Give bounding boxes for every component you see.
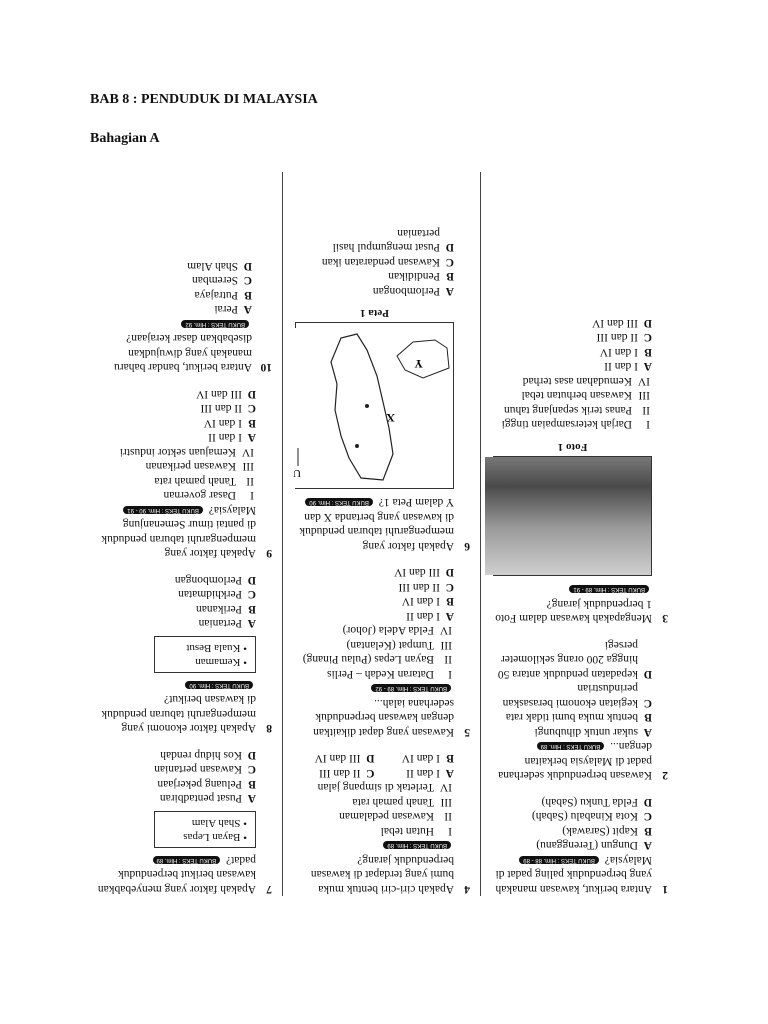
question-number: 2 bbox=[662, 769, 668, 782]
question-1 bbox=[493, 795, 668, 897]
option-b[interactable]: B I dan IV bbox=[401, 752, 454, 765]
option-d[interactable]: D III dan IV bbox=[394, 566, 454, 579]
section-title: Bahagian A bbox=[90, 131, 160, 146]
question-text: Apakah faktor yang mempengaruhi taburan penduduk di kawasan yang bertanda X dan Y dalam Peta 1? bbox=[299, 496, 454, 552]
option-b[interactable]: B Kapit (Sarawak) bbox=[562, 825, 652, 837]
question-number: 6 bbox=[464, 540, 470, 552]
option-d[interactable]: D Shah Alam bbox=[187, 260, 252, 272]
question-9 bbox=[94, 387, 272, 561]
question-text: Antara berikut, bandar baharu manakah yang diwujudkan disebabkan dasar kerajaan? bbox=[114, 332, 252, 374]
question-number: 3 bbox=[662, 612, 668, 625]
option-c[interactable]: C Kota Kinabalu (Sabah) bbox=[531, 810, 652, 823]
statement: II Bayan Lepas (Pulau Pinang) bbox=[302, 653, 452, 666]
column-2 bbox=[295, 172, 470, 896]
options-grid bbox=[295, 751, 454, 780]
statement: I Darjah ketersampaian tinggi bbox=[501, 418, 650, 431]
question-2 bbox=[493, 638, 668, 783]
north-arrow-label: U bbox=[293, 467, 301, 479]
question-3 bbox=[493, 316, 668, 626]
textbook-tag: BUKU TEKS : Hlm. 92 bbox=[181, 320, 249, 328]
option-b[interactable]: B I dan IV bbox=[599, 346, 652, 358]
statement: III Tanah pamah rata bbox=[352, 796, 452, 808]
question-number: 5 bbox=[464, 726, 470, 738]
option-c[interactable]: C II dan III bbox=[398, 581, 454, 593]
question-text: Apakah ciri-ciri bentuk muka bumi yang terdapat di kawasan berpenduduk jarang? bbox=[310, 854, 454, 895]
option-a[interactable]: A I dan II bbox=[208, 431, 256, 444]
location-box bbox=[154, 637, 256, 674]
figure-caption: Peta 1 bbox=[360, 307, 390, 320]
option-a[interactable]: A Perai bbox=[214, 303, 252, 316]
option-b[interactable]: B Pendidikan bbox=[388, 270, 454, 283]
option-b[interactable]: B I dan IV bbox=[203, 417, 256, 429]
question-6 bbox=[295, 226, 470, 554]
option-c[interactable]: C Kawasan pendaratan ikan bbox=[321, 256, 454, 268]
question-10 bbox=[94, 259, 272, 375]
option-d[interactable]: D III dan IV bbox=[196, 388, 256, 400]
option-c[interactable]: C Kawasan pertanian bbox=[154, 763, 256, 776]
option-c[interactable]: C Perkhidmatan bbox=[178, 588, 256, 601]
option-d[interactable]: D Pusat mengumpul hasil pertanian bbox=[332, 227, 454, 254]
photo-figure bbox=[493, 456, 652, 576]
option-b[interactable]: B Putrajaya bbox=[194, 289, 252, 301]
location-box bbox=[154, 812, 256, 849]
rotated-question-page bbox=[92, 172, 668, 896]
question-text: Mengapakah kawasan dalam Foto 1 berpenduduk jarang? bbox=[495, 598, 652, 625]
box-item: • Kuala Besut bbox=[163, 641, 247, 656]
textbook-tag: BUKU TEKS : Hlm. 88 - 89 bbox=[519, 856, 599, 864]
option-c[interactable]: C II dan III bbox=[318, 767, 375, 779]
option-a[interactable]: A Perlombongan bbox=[372, 285, 454, 297]
figure-caption: Foto 1 bbox=[557, 441, 588, 453]
box-item: • Kemaman bbox=[163, 655, 247, 670]
option-a[interactable]: A I dan II bbox=[406, 767, 454, 779]
option-c[interactable]: C II dan III bbox=[596, 331, 652, 344]
question-text: Apakah faktor yang menyebabkan kawasan berikut berpenduduk padat? bbox=[97, 854, 256, 895]
column-3 bbox=[94, 172, 272, 896]
statement: II Panas terik sepanjang tahun bbox=[503, 404, 650, 416]
question-number: 1 bbox=[662, 883, 668, 895]
statement: III Kawasan berhutan tebal bbox=[521, 389, 650, 402]
option-b[interactable]: B I dan IV bbox=[401, 595, 454, 608]
textbook-tag: BUKU TEKS : Hlm. 89 - 92 bbox=[371, 684, 451, 692]
question-text: Kawasan yang dapat dikaitkan dengan kawasan berpenduduk sederhana ialah... bbox=[313, 697, 454, 738]
box-item: • Bayan Lepas bbox=[163, 830, 247, 845]
map-figure bbox=[295, 323, 454, 490]
statement: IV Kemudahan asas terhad bbox=[522, 375, 650, 387]
statement: III Tumpat (Kelantan) bbox=[346, 639, 452, 651]
question-number: 4 bbox=[464, 883, 470, 895]
option-d[interactable]: D Perlombongan bbox=[174, 574, 256, 586]
statement: I Dasar governan bbox=[163, 489, 254, 502]
forest-photo bbox=[485, 457, 651, 575]
textbook-tag: BUKU TEKS : Hlm. 90 - 91 bbox=[123, 506, 203, 514]
question-text: Antara berikut, kawasan manakah yang berpenduduk paling padat di Malaysia? bbox=[495, 854, 652, 895]
question-number: 8 bbox=[266, 722, 272, 735]
question-number: 9 bbox=[266, 547, 272, 560]
option-c[interactable]: C II dan III bbox=[200, 402, 256, 415]
question-5 bbox=[295, 565, 470, 739]
option-b[interactable]: B bentuk muka bumi tidak rata bbox=[505, 711, 652, 724]
statement: IV Kemajuan sektor industri bbox=[119, 446, 254, 458]
option-a[interactable]: A sukar untuk dihubungi bbox=[534, 726, 652, 738]
option-d[interactable]: D kepadatan penduduk antara 50 hingga 200 orang sekilometer persegi bbox=[497, 639, 652, 680]
column-divider bbox=[282, 172, 283, 896]
option-a[interactable]: A Dungun (Terengganu) bbox=[536, 839, 652, 852]
option-a[interactable]: A I dan II bbox=[604, 360, 652, 373]
question-text: Kawasan berpenduduk sederhana padat di Malaysia berkaitan dengan... bbox=[498, 740, 652, 782]
question-7 bbox=[94, 748, 272, 897]
option-c[interactable]: C kegiatan ekonomi berasaskan perindustrian bbox=[502, 682, 652, 709]
textbook-tag: BUKU TEKS : Hlm. 89 bbox=[537, 742, 605, 750]
option-d[interactable]: D III dan IV bbox=[314, 752, 375, 765]
statement: I Dataran Kedah – Perlis bbox=[327, 668, 452, 680]
textbook-tag: BUKU TEKS : Hlm. 89 bbox=[153, 856, 221, 864]
textbook-tag: BUKU TEKS : Hlm. 89 bbox=[383, 841, 451, 849]
statement: III Kawasan perikanan bbox=[145, 460, 254, 473]
option-b[interactable]: B Peluang pekerjaan bbox=[157, 778, 256, 790]
question-number: 7 bbox=[266, 883, 272, 895]
statement: II Kawasan pedalaman bbox=[339, 810, 452, 823]
textbook-tag: BUKU TEKS : Hlm. 90 bbox=[305, 498, 373, 506]
textbook-tag: BUKU TEKS : Hlm. 90 bbox=[185, 681, 253, 689]
option-c[interactable]: C Seremban bbox=[192, 274, 252, 287]
statement: IV Terletak di simpang jalan bbox=[317, 781, 452, 794]
question-text: Apakah faktor yang mempengaruhi taburan penduduk di pantai timur Semenanjung Malaysia? bbox=[101, 504, 256, 560]
statement: II Tanah pamah rata bbox=[154, 475, 254, 487]
option-b[interactable]: B Perikanan bbox=[196, 603, 256, 615]
statement: IV Felda Adela (Johor) bbox=[342, 624, 452, 637]
option-d[interactable]: D Kos hidup rendah bbox=[160, 749, 256, 761]
page-title: BAB 8 : PENDUDUK DI MALAYSIA bbox=[90, 92, 318, 107]
option-d[interactable]: D Felda Tunku (Sabah) bbox=[541, 796, 652, 808]
box-item: • Shah Alam bbox=[163, 816, 247, 831]
column-1 bbox=[493, 172, 668, 896]
map-marker-y: Y bbox=[414, 357, 423, 371]
option-a[interactable]: A I dan II bbox=[406, 610, 454, 622]
question-4 bbox=[295, 751, 470, 896]
option-d[interactable]: D III dan IV bbox=[592, 317, 652, 329]
option-a[interactable]: A Pertanian bbox=[198, 617, 256, 630]
option-a[interactable]: A Pusat pentadbiran bbox=[159, 792, 256, 805]
question-8 bbox=[94, 573, 272, 736]
map-marker-x: X bbox=[386, 411, 395, 425]
textbook-tag: BUKU TEKS : Hlm. 89 - 91 bbox=[569, 585, 649, 593]
column-divider bbox=[480, 172, 481, 896]
peninsular-malaysia-map bbox=[285, 328, 453, 488]
statement: I Hutan tebal bbox=[380, 825, 452, 837]
question-number: 10 bbox=[260, 361, 272, 374]
question-text: Apakah faktor ekonomi yang mempengaruhi taburan penduduk di kawasan berikut? bbox=[101, 693, 256, 735]
